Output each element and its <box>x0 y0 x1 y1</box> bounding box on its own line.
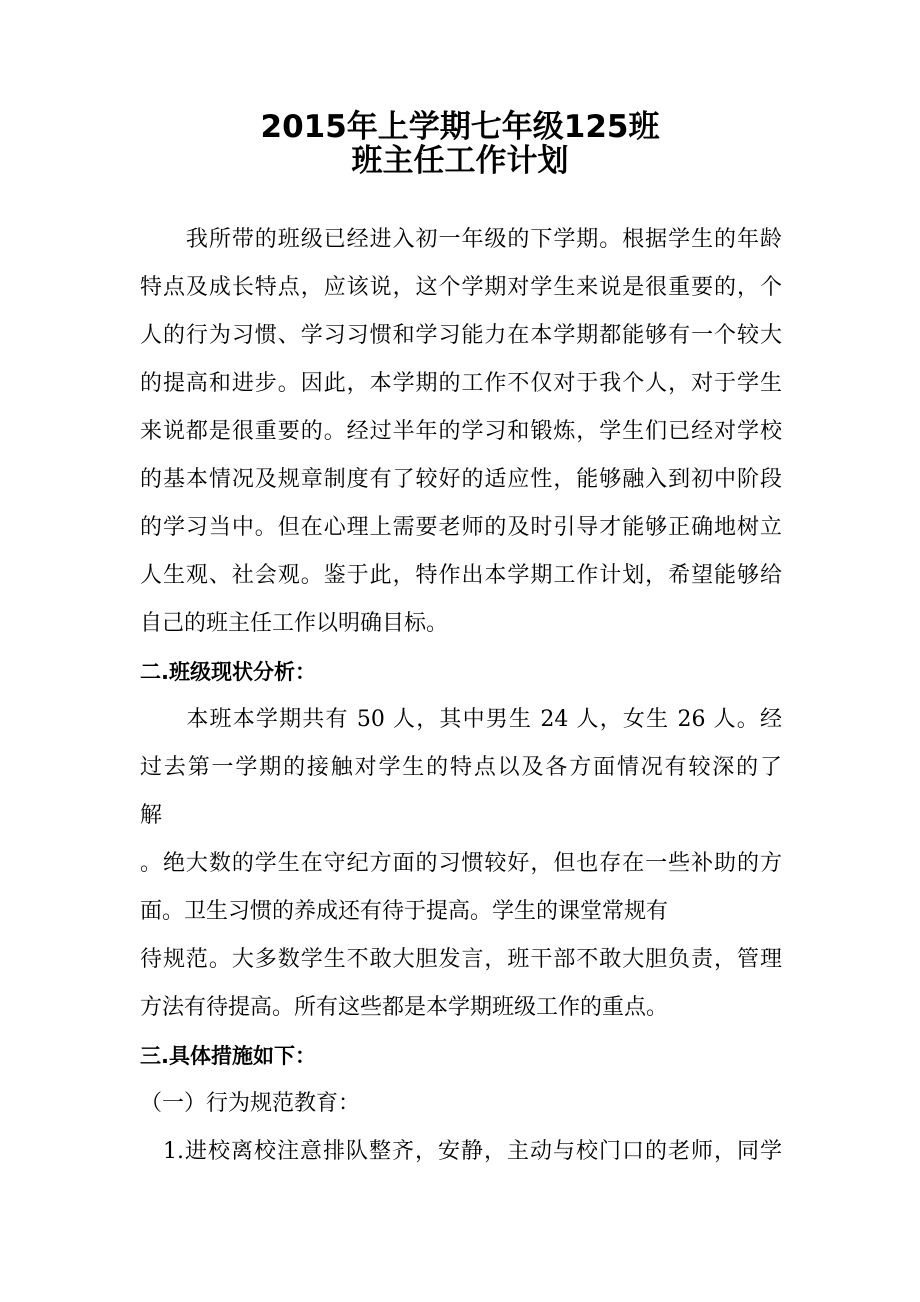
intro-line-4: 的提高和进步。因此，本学期的工作不仅对于我个人，对于学生 <box>140 371 782 396</box>
intro-line-9: 自己的班主任工作以明确目标。 <box>140 611 449 636</box>
intro-line-1: 我所带的班级已经进入初一年级的下学期。根据学生的年龄 <box>140 227 782 252</box>
intro-line-5: 来说都是很重要的。经过半年的学习和锻炼，学生们已经对学校 <box>140 419 782 444</box>
section2-line-5: 面。卫生习惯的养成还有待于提高。学生的课堂常规有 <box>140 899 669 924</box>
section2-line-3: 解 <box>140 803 163 828</box>
section2-line-7: 方法有待提高。所有这些都是本学期班级工作的重点。 <box>140 995 669 1020</box>
document-title-line1: 2015年上学期七年级125班 <box>260 109 660 145</box>
section2-line-1: 本班本学期共有 50 人，其中男生 24 人，女生 26 人。经 <box>140 707 782 732</box>
intro-line-8: 人生观、社会观。鉴于此，特作出本学期工作计划，希望能够给 <box>140 563 782 588</box>
item1-line: 1.进校离校注意排队整齐，安静，主动与校门口的老师，同学 <box>140 1139 782 1164</box>
section2-line-4: 。绝大数的学生在守纪方面的习惯较好，但也存在一些补助的方 <box>140 851 782 876</box>
intro-line-6: 的基本情况及规章制度有了较好的适应性，能够融入到初中阶段 <box>140 467 782 492</box>
section2-heading: 二.班级现状分析： <box>140 660 316 684</box>
section2-line-6: 待规范。大多数学生不敢大胆发言，班干部不敢大胆负责，管理 <box>140 947 782 972</box>
section2-line-2: 过去第一学期的接触对学生的特点以及各方面情况有较深的了 <box>140 755 782 780</box>
subsection1-heading: （一）行为规范教育： <box>140 1091 361 1116</box>
document-title-line2: 班主任工作计划 <box>351 143 569 179</box>
intro-line-2: 特点及成长特点，应该说，这个学期对学生来说是很重要的，个 <box>140 275 782 300</box>
intro-line-3: 人的行为习惯、学习习惯和学习能力在本学期都能够有一个较大 <box>140 323 782 348</box>
section3-heading: 三.具体措施如下： <box>140 1044 316 1068</box>
intro-line-7: 的学习当中。但在心理上需要老师的及时引导才能够正确地树立 <box>140 515 782 540</box>
